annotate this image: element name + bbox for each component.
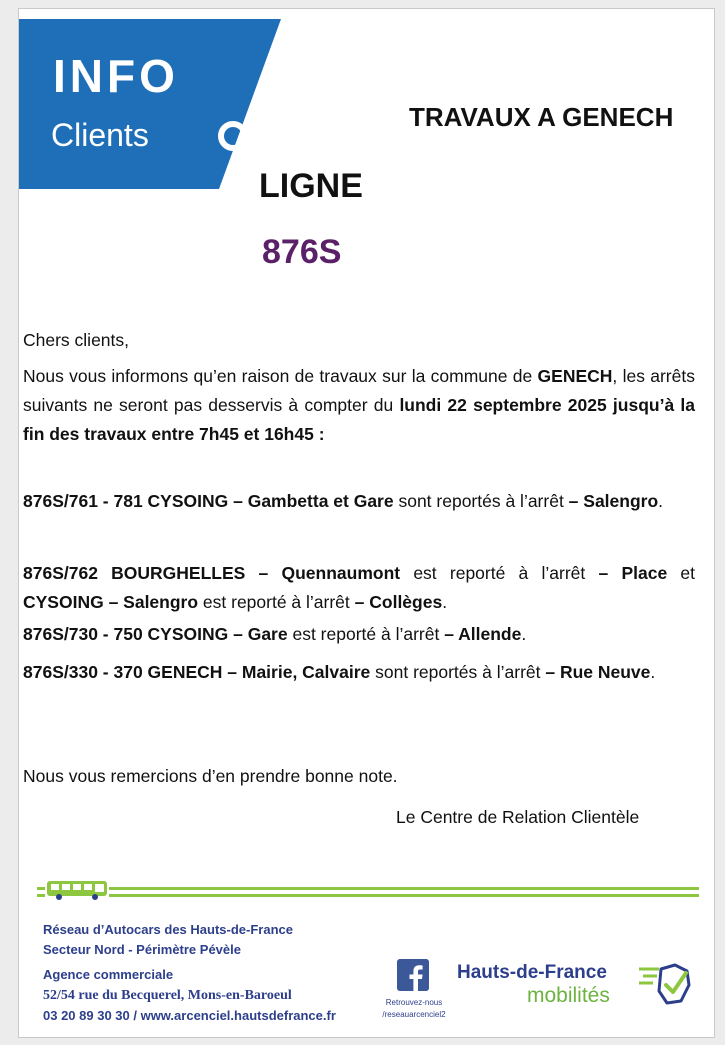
footer-agency-label: Agence commerciale bbox=[43, 967, 174, 982]
footer-address: 52/54 rue du Becquerel, Mons-en-Baroeul bbox=[43, 988, 292, 1003]
line-label: LIGNE bbox=[259, 167, 363, 205]
mobilites-logo-icon bbox=[639, 963, 693, 1007]
facebook-icon[interactable] bbox=[397, 959, 429, 991]
stop-item: 876S/330 - 370 GENECH – Mairie, Calvaire sont reportés à l’arrêt – Rue Neuve. bbox=[23, 662, 656, 682]
line-number: 876S bbox=[262, 233, 342, 271]
banner-title: INFO bbox=[53, 50, 179, 102]
intro-paragraph: Nous vous informons qu’en raison de travaux sur la commune de GENECH, les arrêts suivants ne seront pas desservis à compter du lundi 22 septembre 2025 jusqu’à la fin des travaux entre 7h45 et 16h45 : bbox=[23, 366, 695, 444]
footer-network: Réseau d’Autocars des Hauts-de-France bbox=[43, 922, 293, 937]
stop-item: 876S/761 - 781 CYSOING – Gambetta et Gare sont reportés à l’arrêt – Salengro. bbox=[23, 491, 664, 511]
facebook-caption: Retrouvez-nous bbox=[385, 998, 443, 1007]
footer-divider bbox=[37, 894, 699, 897]
facebook-handle[interactable]: /reseauarcenciel2 bbox=[382, 1010, 446, 1019]
banner-subtitle: Clients bbox=[51, 117, 149, 153]
footer-sector: Secteur Nord - Périmètre Pévèle bbox=[43, 942, 241, 957]
footer-divider bbox=[37, 887, 699, 890]
page-title: TRAVAUX A GENECH bbox=[409, 102, 674, 132]
stop-item: 876S/762 BOURGHELLES – Quennaumont est reporté à l’arrêt – Place et CYSOING – Salengro est reporté à l’arrêt – Collèges. bbox=[23, 563, 696, 612]
signature: Le Centre de Relation Clientèle bbox=[396, 807, 640, 827]
closing-text: Nous vous remercions d’en prendre bonne note. bbox=[23, 766, 398, 786]
greeting: Chers clients, bbox=[23, 330, 130, 350]
brand-name: Hauts-de-France bbox=[457, 962, 607, 983]
brand-subtitle: mobilités bbox=[527, 984, 610, 1007]
footer-contact[interactable]: 03 20 89 30 30 / www.arcenciel.hautsdefrance.fr bbox=[43, 1008, 336, 1023]
bus-icon bbox=[45, 879, 109, 901]
info-document bbox=[18, 8, 715, 1038]
info-clients-banner bbox=[19, 19, 281, 189]
stop-item: 876S/730 - 750 CYSOING – Gare est reporté à l’arrêt – Allende. bbox=[23, 624, 527, 644]
